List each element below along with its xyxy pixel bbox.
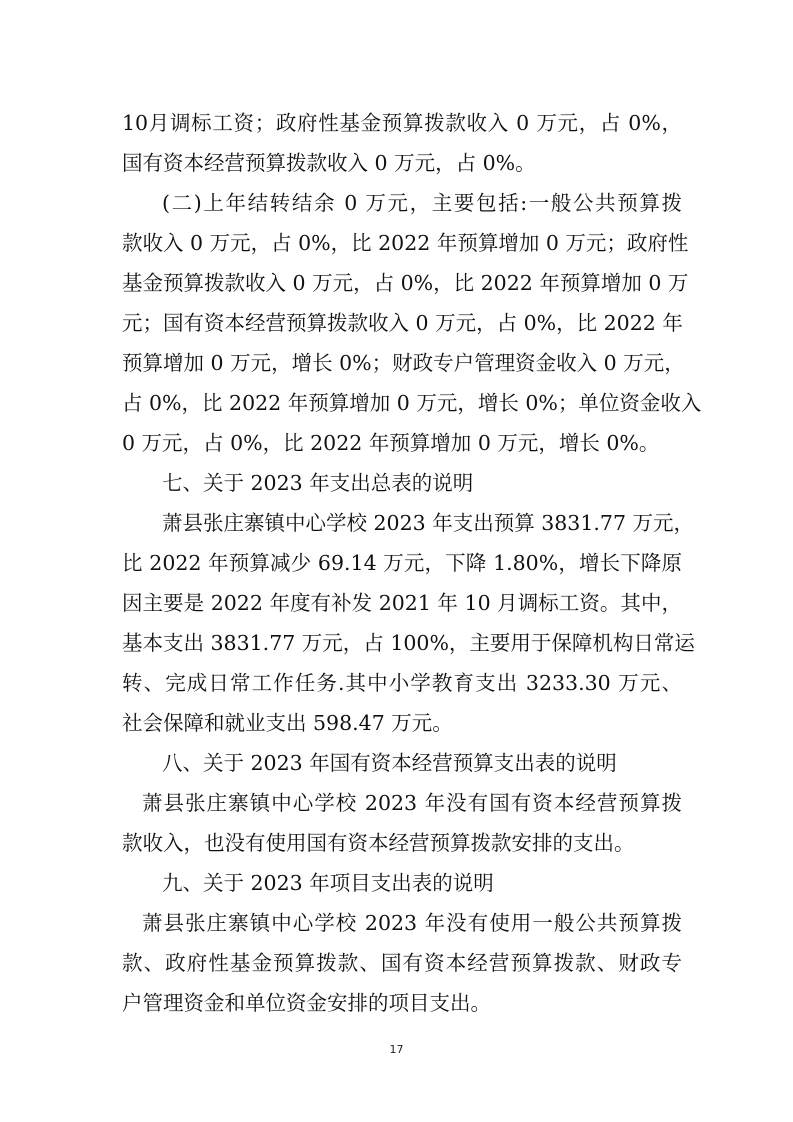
- body-line-22: 款、政府性基金预算拨款、国有资本经营预算拨款、财政专: [122, 951, 682, 975]
- body-line-5: 基金预算拨款收入 0 万元，占 0%，比 2022 年预算增加 0 万: [122, 271, 689, 295]
- body-line-12: 比 2022 年预算减少 69.14 万元，下降 1.80%，增长下降原: [122, 551, 682, 575]
- body-line-18: 萧县张庄寨镇中心学校 2023 年没有国有资本经营预算拨: [142, 791, 682, 815]
- body-line-13: 因主要是 2022 年度有补发 2021 年 10 月调标工资。其中，: [122, 591, 682, 615]
- section-heading-seven: 七、关于 2023 年支出总表的说明: [162, 471, 474, 495]
- body-line-1: 10月调标工资；政府性基金预算拨款收入 0 万元，占 0%，: [122, 111, 682, 135]
- body-line-19: 款收入，也没有使用国有资本经营预算拨款安排的支出。: [122, 831, 635, 855]
- section-heading-nine: 九、关于 2023 年项目支出表的说明: [162, 871, 494, 895]
- body-line-15: 转、完成日常工作任务.其中小学教育支出 3233.30 万元、: [122, 671, 682, 695]
- section-heading-eight: 八、关于 2023 年国有资本经营预算支出表的说明: [162, 751, 617, 775]
- section-heading-prior-year-carryover: (二)上年结转结余 0 万元，主要包括:一般公共预算拨: [162, 191, 682, 215]
- body-line-2: 国有资本经营预算拨款收入 0 万元，占 0%。: [122, 151, 536, 175]
- body-line-11: 萧县张庄寨镇中心学校 2023 年支出预算 3831.77 万元，: [162, 511, 695, 535]
- body-line-21: 萧县张庄寨镇中心学校 2023 年没有使用一般公共预算拨: [142, 911, 682, 935]
- body-line-6: 元；国有资本经营预算拨款收入 0 万元，占 0%，比 2022 年: [122, 311, 683, 335]
- body-line-4: 款收入 0 万元，占 0%，比 2022 年预算增加 0 万元；政府性: [122, 231, 689, 255]
- body-line-8: 占 0%，比 2022 年预算增加 0 万元，增长 0%；单位资金收入: [122, 391, 702, 415]
- page-number: 17: [389, 1043, 404, 1056]
- body-line-7: 预算增加 0 万元，增长 0%；财政专户管理资金收入 0 万元，: [122, 351, 685, 375]
- body-line-23: 户管理资金和单位资金安排的项目支出。: [122, 991, 491, 1015]
- body-line-14: 基本支出 3831.77 万元，占 100%，主要用于保障机构日常运: [122, 631, 695, 655]
- body-line-16: 社会保障和就业支出 598.47 万元。: [122, 711, 453, 735]
- body-line-9: 0 万元，占 0%，比 2022 年预算增加 0 万元，增长 0%。: [122, 431, 660, 455]
